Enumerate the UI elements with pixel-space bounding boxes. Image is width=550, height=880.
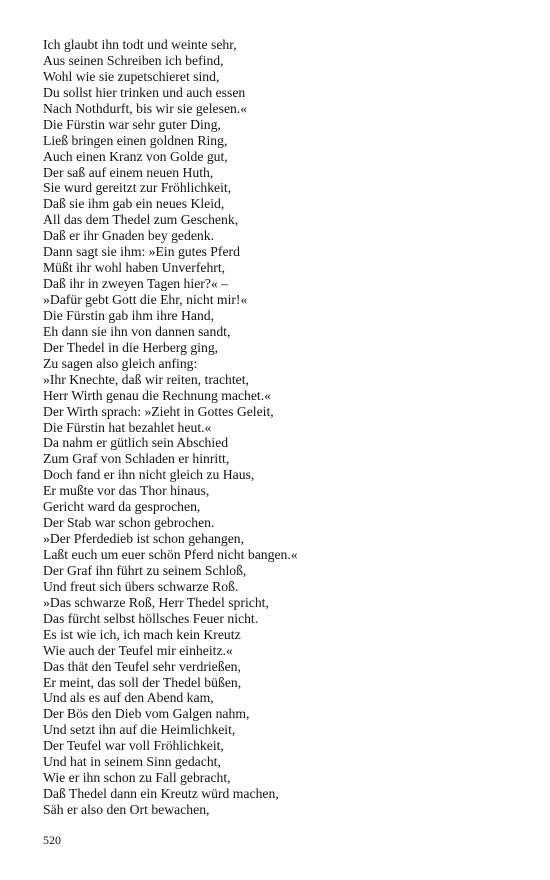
poem-line: Und hat in seinem Sinn gedacht,	[43, 754, 221, 770]
poem-line: Daß Thedel dann ein Kreutz würd machen,	[43, 786, 279, 802]
poem-line: Sie wurd gereitzt zur Fröhlichkeit,	[43, 180, 232, 196]
poem-line: Dann sagt sie ihm: »Ein gutes Pferd	[43, 244, 240, 260]
poem-line: Der Teufel war voll Fröhlichkeit,	[43, 738, 224, 754]
poem-line: Der saß auf einem neuen Huth,	[43, 164, 214, 180]
poem-line: Nach Nothdurft, bis wir sie gelesen.«	[43, 100, 248, 116]
poem-line: Du sollst hier trinken und auch essen	[43, 84, 246, 100]
poem-line: Der Thedel in die Herberg ging,	[43, 339, 219, 355]
poem-line: Der Graf ihn führt zu seinem Schloß,	[43, 562, 247, 578]
poem-line: Das fürcht selbst höllsches Feuer nicht.	[43, 610, 259, 626]
poem-line: Er meint, das soll der Thedel büßen,	[43, 674, 242, 690]
poem-line: Doch fand er ihn nicht gleich zu Haus,	[43, 467, 255, 483]
poem-line: Wie er ihn schon zu Fall gebracht,	[43, 770, 231, 786]
poem-line: Und setzt ihn auf die Heimlichkeit,	[43, 722, 236, 738]
poem-line: Die Fürstin gab ihm ihre Hand,	[43, 307, 215, 323]
page-number: 520	[43, 833, 61, 847]
poem-line: Eh dann sie ihn von dannen sandt,	[43, 323, 231, 339]
poem-line: Daß er ihr Gnaden bey gedenk.	[43, 228, 215, 244]
poem-line: Und freut sich übers schwarze Roß.	[43, 578, 239, 594]
poem-line: Säh er also den Ort bewachen,	[43, 802, 210, 817]
poem-line: Wohl wie sie zupetschieret sind,	[43, 68, 220, 84]
poem-line: Ich glaubt ihn todt und weinte sehr,	[43, 37, 237, 52]
poem-line: Herr Wirth genau die Rechnung machet.«	[43, 387, 272, 403]
poem-line: Daß ihr in zweyen Tagen hier?« –	[43, 276, 229, 292]
poem-line: »Der Pferdedieb ist schon gehangen,	[43, 531, 245, 547]
poem-line: Der Stab war schon gebrochen.	[43, 515, 215, 531]
poem-line: Die Fürstin hat bezahlet heut.«	[43, 419, 212, 435]
poem-line: All das dem Thedel zum Geschenk,	[43, 212, 239, 228]
poem-line: Der Wirth sprach: »Zieht in Gottes Geleit,	[43, 403, 274, 419]
poem-line: Gericht ward da gesprochen,	[43, 499, 201, 515]
poem-line: Daß sie ihm gab ein neues Kleid,	[43, 196, 225, 212]
poem-line: Es ist wie ich, ich mach kein Kreutz	[43, 626, 241, 642]
poem-line: Wie auch der Teufel mir einheitz.«	[43, 642, 233, 658]
poem-line: Der Bös den Dieb vom Galgen nahm,	[43, 706, 250, 722]
poem-line: »Dafür gebt Gott die Ehr, nicht mir!«	[43, 292, 248, 307]
poem-line: Da nahm er gütlich sein Abschied	[43, 435, 229, 451]
poem-line: Und als es auf den Abend kam,	[43, 690, 214, 706]
poem-line: Aus seinen Schreiben ich befind,	[43, 52, 224, 68]
poem-line: Zu sagen also gleich anfing:	[43, 355, 198, 371]
poem-line: Das thät den Teufel sehr verdrießen,	[43, 658, 241, 674]
poem-line: Auch einen Kranz von Golde gut,	[43, 148, 228, 164]
poem-line: Ließ bringen einen goldnen Ring,	[43, 132, 228, 148]
poem-line: Er mußte vor das Thor hinaus,	[43, 483, 210, 499]
poem-line: Zum Graf von Schladen er hinritt,	[43, 451, 230, 467]
poem-text	[43, 37, 298, 818]
poem-line: Die Fürstin war sehr guter Ding,	[43, 116, 221, 132]
poem-line: Müßt ihr wohl haben Unverfehrt,	[43, 260, 226, 276]
poem-line: »Das schwarze Roß, Herr Thedel spricht,	[43, 594, 269, 610]
poem-line: Laßt euch um euer schön Pferd nicht bangen.«	[43, 547, 298, 562]
poem-line: »Ihr Knechte, daß wir reiten, trachtet,	[43, 371, 249, 387]
